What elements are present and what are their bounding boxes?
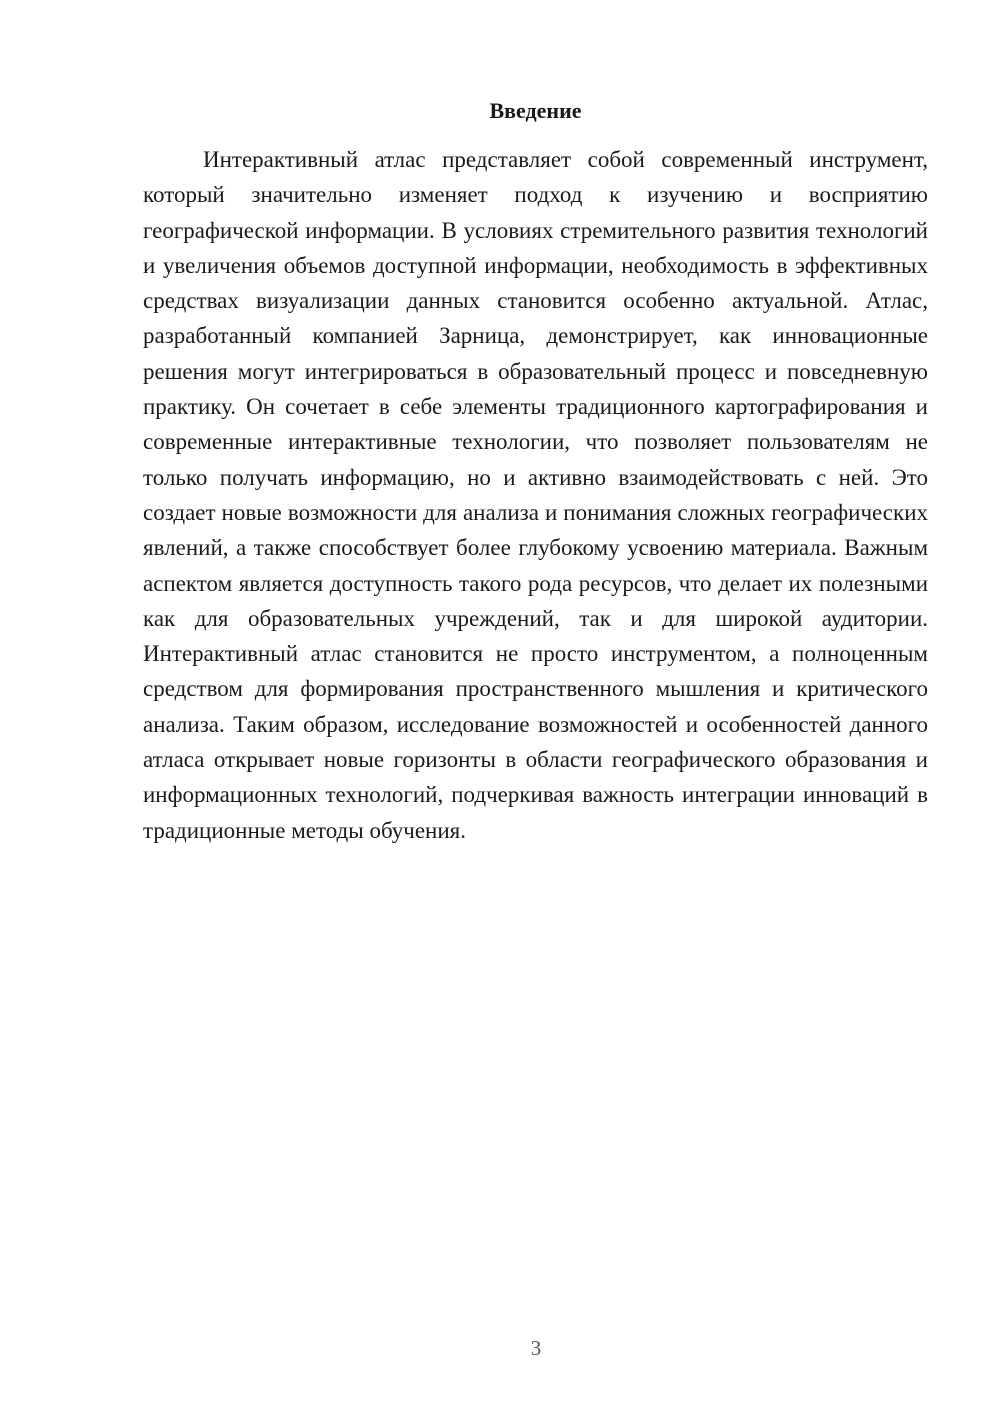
section-heading: Введение [489, 98, 582, 123]
body-paragraph: Интерактивный атлас представляет собой современный инструмент, который значительно изменяет подход к изучению и восприятию географической информации. В условиях стремительного развития технологий и увеличения объемов доступной информации, необходимость в эффективных средствах визуализации данных становится особенно актуальной. Атлас, разработанный компанией Зарница, демонстрирует, как инновационные решения могут интегрироваться в образовательный процесс и повседневную практику. Он сочетает в себе элементы традиционного картографирования и современные интерактивные технологии, что позволяет пользователям не только получать информацию, но и активно взаимодействовать с ней. Это создает новые возможности для анализа и понимания сложных географических явлений, а также способствует более глубокому усвоению материала. Важным аспектом является доступность такого рода ресурсов, что делает их полезными как для образовательных учреждений, так и для широкой аудитории. Интерактивный атлас становится не просто инструментом, а полноценным средством для формирования пространственного мышления и критического анализа. Таким образом, исследование возможностей и особенностей данного атласа открывает новые горизонты в области географического образования и информационных технологий, подчеркивая важность интеграции инноваций в традиционные методы обучения. [143, 147, 928, 843]
page-number: 3 [530, 1336, 542, 1360]
